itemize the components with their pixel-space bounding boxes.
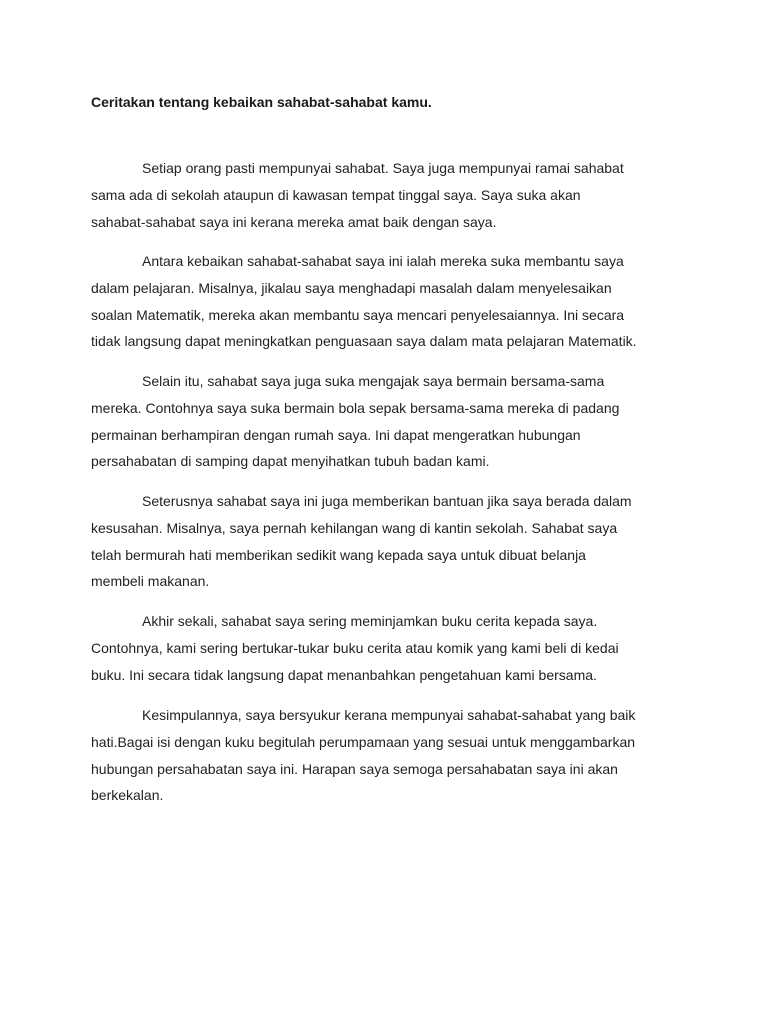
paragraph-line: Akhir sekali, sahabat saya sering meminjamkan buku cerita kepada saya. (142, 613, 598, 629)
paragraph-line: Selain itu, sahabat saya juga suka mengajak saya bermain bersama-sama (142, 373, 605, 389)
paragraph-line: mereka. Contohnya saya suka bermain bola sepak bersama-sama mereka di padang (91, 399, 620, 416)
paragraph-line: hati.Bagai isi dengan kuku begitulah perumpamaan yang sesuai untuk menggambarkan (91, 733, 636, 750)
paragraph-line: tidak langsung dapat meningkatkan penguasaan saya dalam mata pelajaran Matematik. (91, 333, 637, 350)
paragraph-line: Contohnya, kami sering bertukar-tukar buku cerita atau komik yang kami beli di kedai (91, 639, 619, 656)
paragraph-4 (91, 488, 691, 595)
paragraph-line: permainan berhampiran dengan rumah saya. Ini dapat mengeratkan hubungan (91, 426, 581, 443)
paragraph-line: hubungan persahabatan saya ini. Harapan saya semoga persahabatan saya ini akan (91, 760, 618, 777)
paragraph-6 (91, 702, 691, 809)
paragraph-line: membeli makanan. (91, 573, 210, 590)
document-title: Ceritakan tentang kebaikan sahabat-sahabat kamu. (91, 94, 432, 110)
paragraph-3 (91, 368, 691, 475)
paragraph-line: kesusahan. Misalnya, saya pernah kehilangan wang di kantin sekolah. Sahabat saya (91, 519, 618, 536)
paragraph-line: Kesimpulannya, saya bersyukur kerana mempunyai sahabat-sahabat yang baik (142, 707, 636, 723)
paragraph-line: buku. Ini secara tidak langsung dapat menanbahkan pengetahuan kami bersama. (91, 666, 597, 683)
paragraph-line: Seterusnya sahabat saya ini juga memberikan bantuan jika saya berada dalam (142, 493, 632, 509)
paragraph-5 (91, 608, 691, 688)
paragraph-line: Setiap orang pasti mempunyai sahabat. Saya juga mempunyai ramai sahabat (142, 160, 624, 176)
paragraph-line: soalan Matematik, mereka akan membantu saya mencari penyelesaiannya. Ini secara (91, 306, 625, 323)
paragraph-line: sahabat-sahabat saya ini kerana mereka amat baik dengan saya. (91, 213, 497, 230)
paragraph-2 (91, 248, 691, 355)
paragraph-line: telah bermurah hati memberikan sedikit wang kepada saya untuk dibuat belanja (91, 546, 586, 563)
paragraph-line: berkekalan. (91, 787, 164, 804)
paragraph-line: Antara kebaikan sahabat-sahabat saya ini ialah mereka suka membantu saya (142, 253, 624, 269)
paragraph-line: sama ada di sekolah ataupun di kawasan tempat tinggal saya. Saya suka akan (91, 186, 581, 203)
paragraph-1 (91, 155, 691, 235)
paragraph-line: persahabatan di samping dapat menyihatkan tubuh badan kami. (91, 453, 490, 470)
paragraph-line: dalam pelajaran. Misalnya, jikalau saya menghadapi masalah dalam menyelesaikan (91, 279, 612, 296)
